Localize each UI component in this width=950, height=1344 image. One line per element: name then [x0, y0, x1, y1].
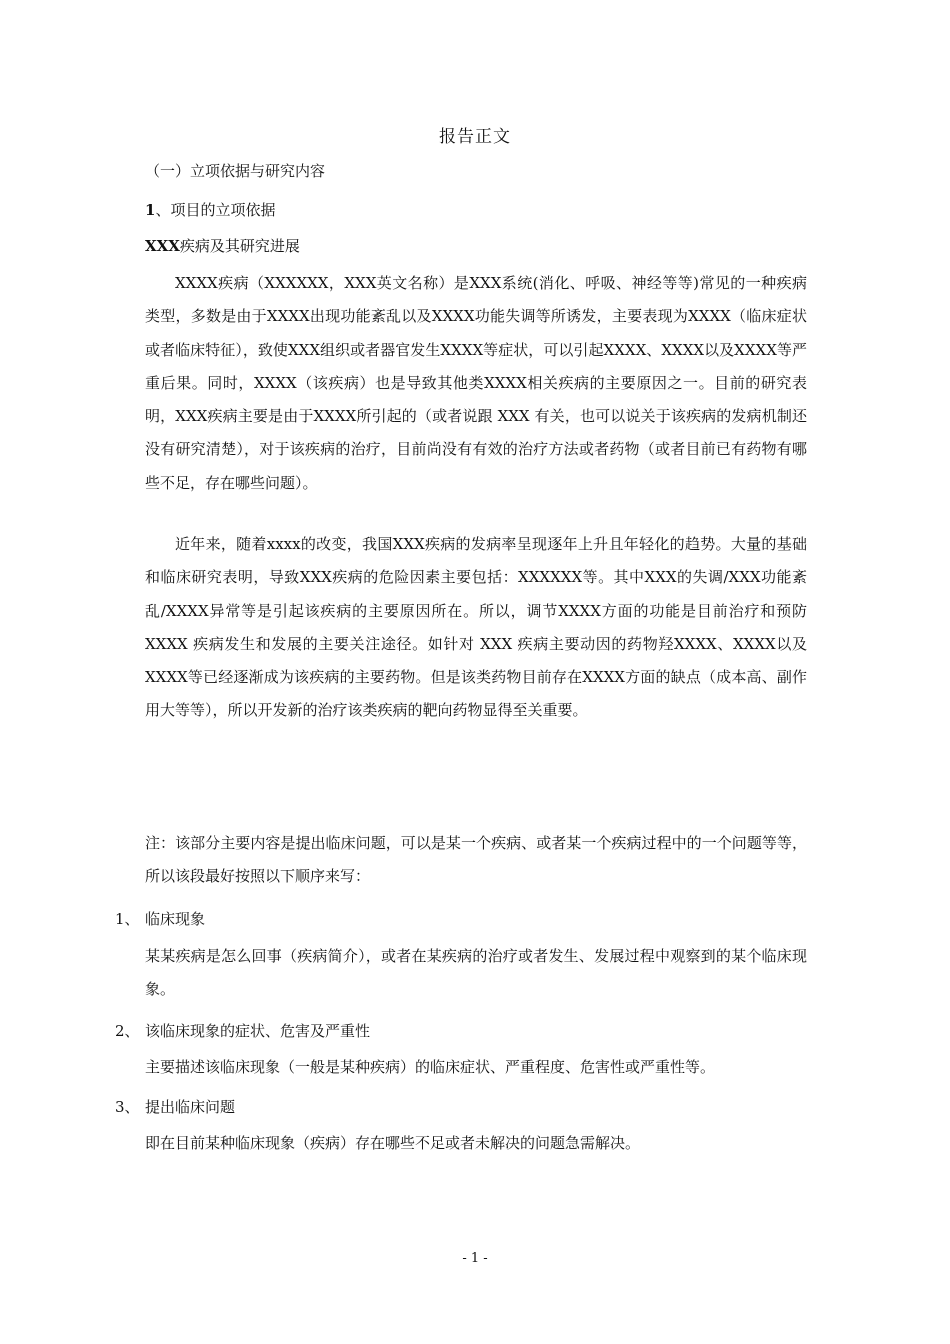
subsection-number: 1: [145, 201, 156, 219]
topic-bold: XXX: [145, 237, 180, 255]
paragraph-1: XXXX疾病（XXXXXX，XXX英文名称）是XXX系统(消化、呼吸、神经等等)常见的一种疾病类型，多数是由于XXXX出现功能紊乱以及XXXX功能失调等所诱发，主要表现为XXXX（临床症状或者临床特征），致使XXX组织或者器官发生XXXX等症状，可以引起XXXX、XXXX以及XXXX等严重后果。同时，XXXX（该疾病）也是导致其他类XXXX相关疾病的主要原因之一。目前的研究表明，XXX疾病主要是由于XXXX所引起的（或者说跟 XXX 有关，也可以说关于该疾病的发病机制还没有研究清楚），对于该疾病的治疗，目前尚没有有效的治疗方法或者药物（或者目前已有药物有哪些不足，存在哪些问题）。: [145, 274, 807, 492]
item-1-body: 某某疾病是怎么回事（疾病简介），或者在某疾病的治疗或者发生、发展过程中观察到的某个临床现象。: [145, 947, 807, 999]
subsection-heading: [145, 200, 275, 220]
topic-rest: 疾病及其研究进展: [179, 237, 300, 255]
topic-heading: [145, 236, 300, 256]
item-3-body: 即在目前某种临床现象（疾病）存在哪些不足或者未解决的问题急需解决。: [145, 1134, 641, 1152]
page-number: - 1 -: [462, 1251, 488, 1266]
paragraph-2: 近年来，随着xxxx的改变，我国XXX疾病的发病率呈现逐年上升且年轻化的趋势。大量的基础和临床研究表明，导致XXX疾病的危险因素主要包括：XXXXXX等。其中XXX的失调/XXX功能紊乱/XXXX异常等是引起该疾病的主要原因所在。所以，调节XXXX方面的功能是目前治疗和预防 XXXX 疾病发生和发展的主要关注途径。如针对 XXX 疾病主要动因的药物羟XXXX、XXXX以及XXXX等已经逐渐成为该疾病的主要药物。但是该类药物目前存在XXXX方面的缺点（成本高、副作用大等等），所以开发新的治疗该类疾病的靶向药物显得至关重要。: [145, 535, 807, 720]
item-2-number: 2、: [115, 1022, 140, 1040]
item-1-number: 1、: [115, 910, 140, 928]
page-title: 报告正文: [439, 127, 511, 147]
note-paragraph: 注：该部分主要内容是提出临床问题，可以是某一个疾病、或者某一个疾病过程中的一个问题等等，所以该段最好按照以下顺序来写：: [145, 834, 807, 886]
section-heading: （一）立项依据与研究内容: [145, 162, 326, 180]
item-1-title: 临床现象: [145, 910, 206, 928]
item-3-number: 3、: [115, 1098, 140, 1116]
item-2-title: 该临床现象的症状、危害及严重性: [145, 1022, 371, 1040]
subsection-label: 、项目的立项依据: [155, 201, 276, 219]
item-3-title: 提出临床问题: [145, 1098, 236, 1116]
item-2-body: 主要描述该临床现象（一般是某种疾病）的临床症状、严重程度、危害性或严重性等。: [145, 1058, 716, 1076]
